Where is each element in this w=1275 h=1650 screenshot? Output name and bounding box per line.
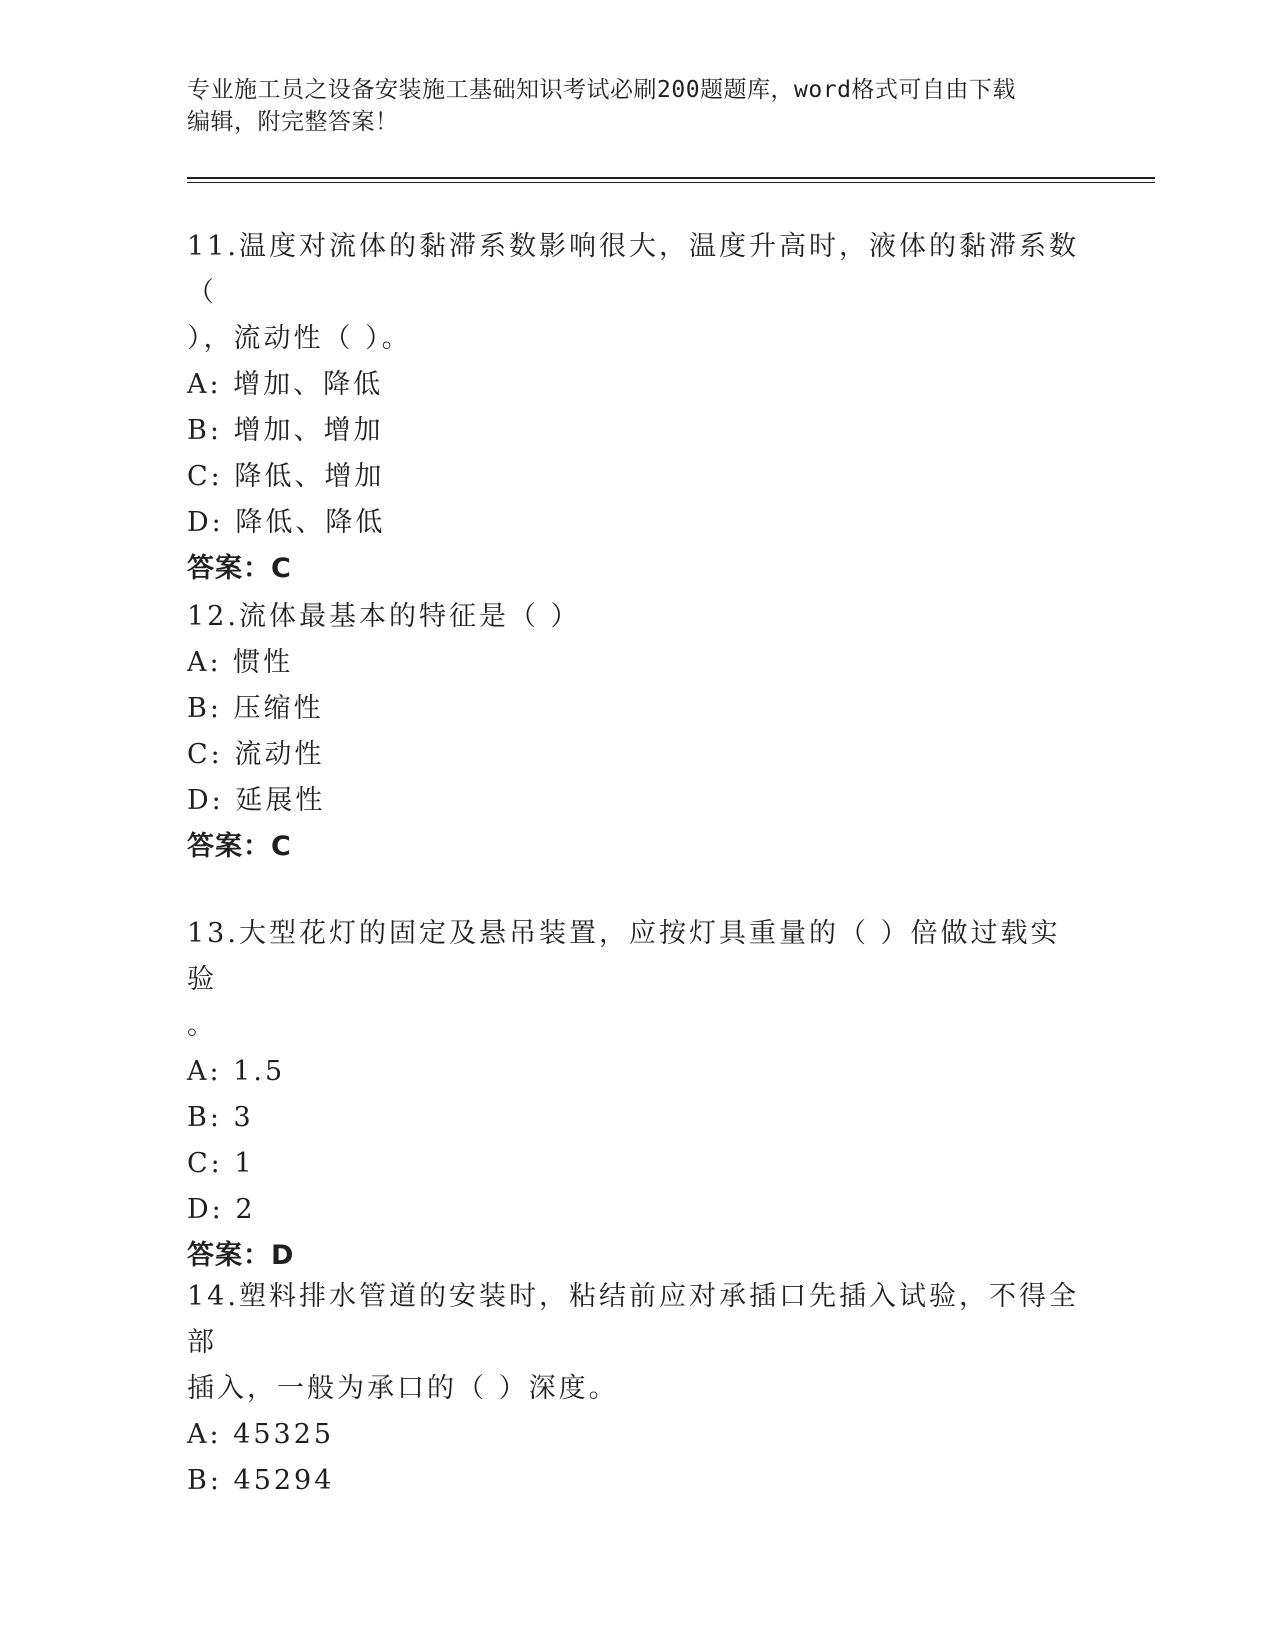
option-c: C: 流动性 <box>187 739 325 770</box>
answer-label: 答案：D <box>187 1240 295 1271</box>
question-11 <box>187 224 1087 592</box>
option-d: D: 降低、降低 <box>187 507 386 538</box>
option-a: A: 增加、降低 <box>187 369 384 400</box>
question-stem-line-2: 。 <box>187 1010 217 1041</box>
option-d: D: 2 <box>187 1194 256 1225</box>
option-b: B: 3 <box>187 1102 254 1133</box>
question-13 <box>187 911 1087 1279</box>
option-a: A: 1.5 <box>187 1056 286 1087</box>
option-b: B: 增加、增加 <box>187 415 384 446</box>
question-stem-line-1: 13.大型花灯的固定及悬吊装置，应按灯具重量的（ ）倍做过载实验 <box>187 918 1061 995</box>
question-stem-line-1: 11.温度对流体的黏滞系数影响很大，温度升高时，液体的黏滞系数（ <box>187 231 1079 308</box>
header-line-2: 编辑，附完整答案！ <box>187 109 399 135</box>
header-divider-thick <box>187 177 1155 179</box>
option-d: D: 延展性 <box>187 785 326 816</box>
question-12 <box>187 594 1087 870</box>
header-line-1: 专业施工员之设备安装施工基础知识考试必刷200题题库，word格式可自由下载 <box>187 77 1016 103</box>
option-b: B: 45294 <box>187 1465 335 1496</box>
question-stem-line-2: ），流动性（ ）。 <box>187 323 412 354</box>
option-b: B: 压缩性 <box>187 693 324 724</box>
document-header <box>187 74 1087 138</box>
answer-label: 答案：C <box>187 831 292 862</box>
header-divider-thin <box>187 182 1155 183</box>
question-14 <box>187 1274 1087 1504</box>
answer-label: 答案：C <box>187 553 292 584</box>
option-a: A: 45325 <box>187 1419 335 1450</box>
question-stem-line-1: 14.塑料排水管道的安装时，粘结前应对承插口先插入试验，不得全部 <box>187 1281 1079 1358</box>
option-c: C: 1 <box>187 1148 255 1179</box>
question-stem-line-1: 12.流体最基本的特征是（ ） <box>187 601 581 632</box>
option-a: A: 惯性 <box>187 647 294 678</box>
option-c: C: 降低、增加 <box>187 461 385 492</box>
question-stem-line-2: 插入，一般为承口的（ ）深度。 <box>187 1373 619 1404</box>
